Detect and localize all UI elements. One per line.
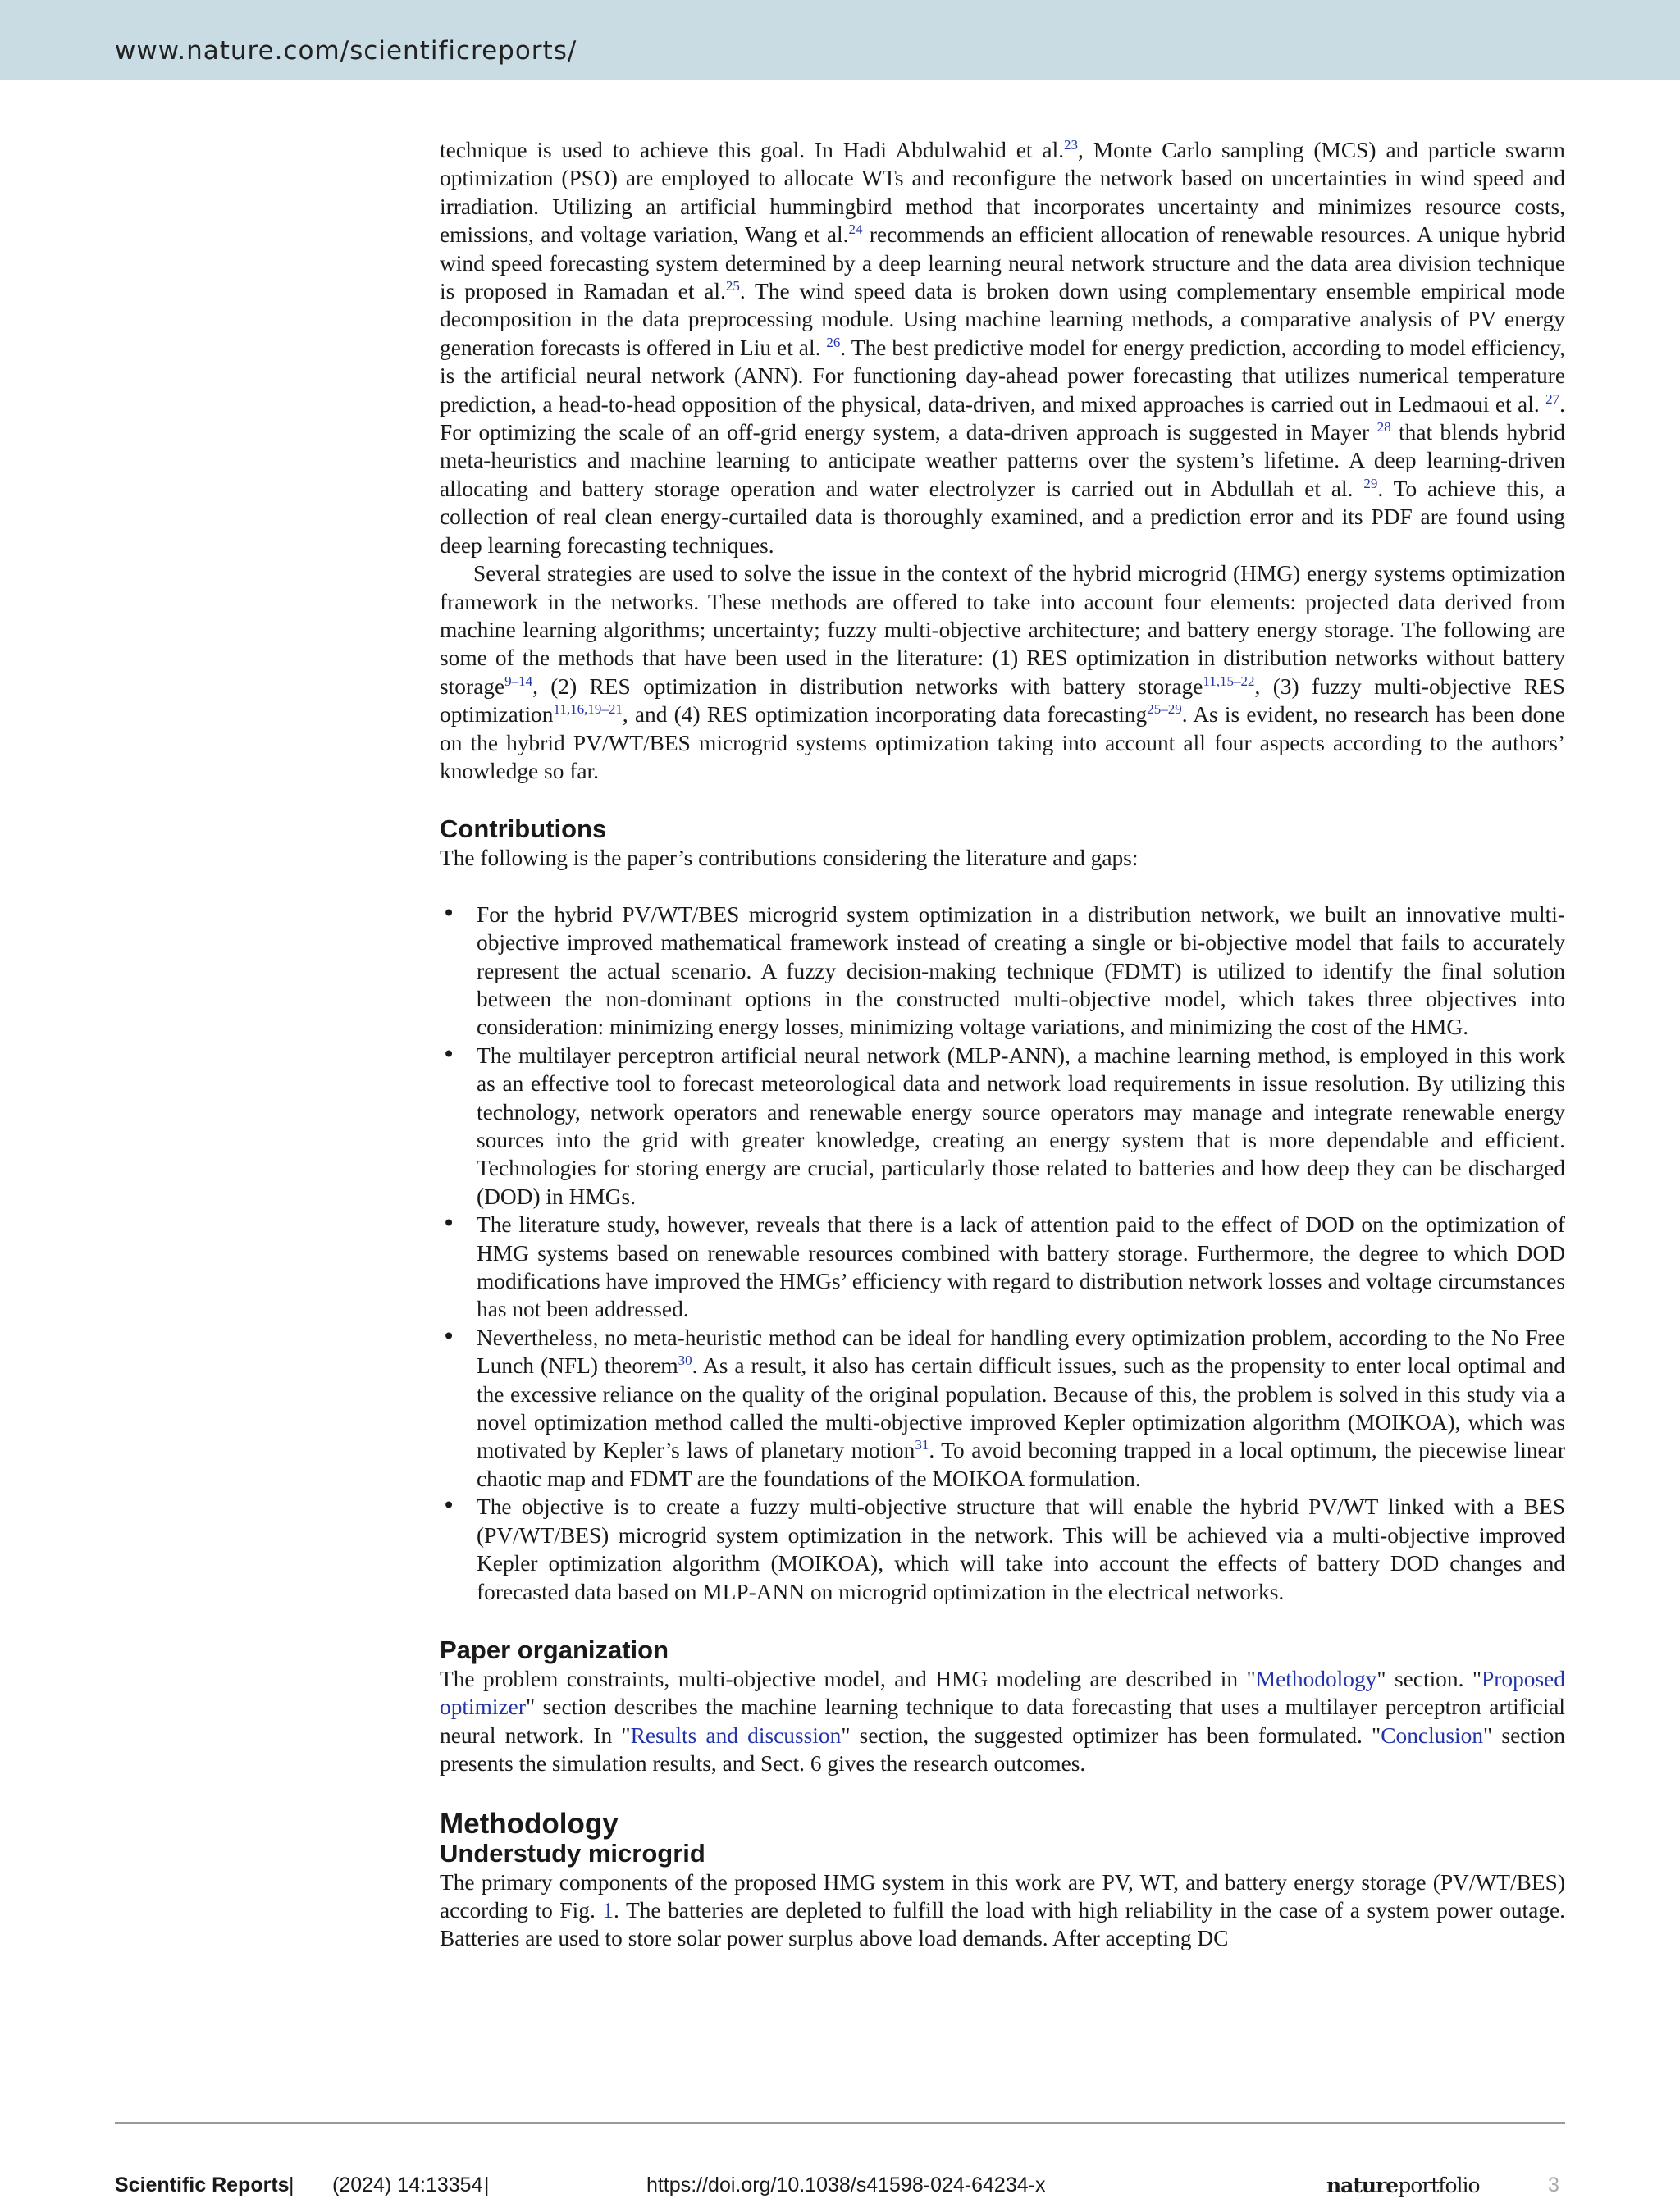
figure-link[interactable]: 1: [602, 1897, 614, 1923]
citation-ref[interactable]: 25: [725, 277, 740, 294]
bullet-icon: •: [442, 1042, 456, 1068]
section-link-conclusion[interactable]: Conclusion: [1381, 1722, 1484, 1748]
understudy-microgrid-heading: Understudy microgrid: [440, 1838, 705, 1868]
bullet-icon: •: [442, 901, 456, 927]
nature-portfolio-logo: natureportfolio: [1326, 2174, 1480, 2197]
contributions-heading: Contributions: [440, 814, 607, 844]
section-link-methodology[interactable]: Methodology: [1255, 1666, 1377, 1691]
list-item: • The literature study, however, reveals that there is a lack of attention paid to the effect of DOD on the optimization of HMG systems based on renewable resources combined with battery storage. Furthermore, the degree to which DOD modifications have improved the HMGs’ efficiency with regard to distribution network losses and voltage circumstances has not been addressed.: [442, 1211, 1565, 1322]
section-link-results[interactable]: Results and discussion: [630, 1722, 842, 1748]
list-item: • Nevertheless, no meta-heuristic method can be ideal for handling every optimization problem, according to the No Free Lunch (NFL) theorem$^{30}$. As a result, it also has certain difficult issues, such as the propensity to enter local optimal and the excessive reliance on the quality of the original population. Because of this, the problem is solved in this study via a novel optimization method called the multi-objective improved Kepler optimization algorithm (MOIKOA), which was motivated by Kepler’s laws of planetary motion$^{31}$. To avoid becoming trapped in a local optimum, the piecewise linear chaotic map and FDMT are the foundations of the MOIKOA formulation.: [442, 1324, 1565, 1491]
bullet-icon: •: [442, 1211, 456, 1238]
citation-ref[interactable]: 9–14: [504, 673, 533, 689]
footer-journal: Scientific Reports: [115, 2174, 290, 2197]
paragraph-literature-2: Several strategies are used to solve the issue in the context of the hybrid microgrid (HMG) energy systems optimization framework in the networks. These methods are offered to take into account four elements: projected data derived from machine learning algorithms; uncertainty; fuzzy multi-objective architecture; and battery energy storage. The following are some of the methods that have been used in the literature: (1) RES optimization in distribution networks without battery storage$^{9-14}$, (2) RES optimization in distribution networks with battery storage$^{11,15-22}$, (3) fuzzy multi-objective RES optimization$^{11,16,19-21}$, and (4) RES optimization incorporating data forecasting$^{25-29}$. As is evident, no research has been done on the hybrid PV/WT/BES microgrid systems optimization taking into account all four aspects according to the authors’ knowledge so far.: [440, 561, 1566, 783]
paragraph-literature-1: technique is used to achieve this goal. In Hadi Abdulwahid et al.$^{23}$, Monte Carlo sampling (MCS) and particle swarm optimization (PSO) are employed to allocate WTs and reconfigure the network based on uncertainties in wind speed and irradiation. Utilizing an artificial hummingbird method that incorporates uncertainty and minimizes resource costs, emissions, and voltage variation, Wang et al.$^{24}$ recommends an efficient allocation of renewable resources. A unique hybrid wind speed forecasting system determined by a deep learning neural network structure and the data area division technique is proposed in Ramadan et al.$^{25}$. The wind speed data is broken down using complementary ensemble empirical mode decomposition in the data preprocessing module. Using machine learning methods, a comparative analysis of PV energy generation forecasts is offered in Liu et al. $^{26}$. The best predictive model for energy prediction, according to model efficiency, is the artificial neural network (ANN). For functioning day-ahead power forecasting that utilizes numerical temperature prediction, a head-to-head opposition of the physical, data-driven, and mixed approaches is carried out in Ledmaoui et al. $^{27}$. For optimizing the scale of an off-grid energy system, a data-driven approach is suggested in Mayer $^{28}$ that blends hybrid meta-heuristics and machine learning to anticipate weather patterns over the system’s lifetime. A deep learning-driven allocating and battery storage operation and water electrolyzer is carried out in Abdullah et al. $^{29}$. To achieve this, a collection of real clean energy-curtailed data is thoroughly examined, and a prediction error and its PDF are found using deep learning forecasting techniques.: [440, 136, 1565, 558]
section-link-proposed-optimizer[interactable]: Proposed optimizer: [440, 1666, 1565, 1720]
paragraph-organization: The problem constraints, multi-objective model, and HMG modeling are described in "Methodology" section. "Proposed optimizer" section describes the machine learning technique to data forecasting that uses a multilayer perceptron artificial neural network. In "Results and discussion" section, the suggested optimizer has been formulated. "Conclusion" section presents the simulation results, and Sect. 6 gives the research outcomes.: [440, 1666, 1565, 1777]
top-banner: [0, 0, 1680, 80]
site-url[interactable]: www.nature.com/scientificreports/: [115, 36, 578, 66]
organization-heading: Paper organization: [440, 1635, 669, 1664]
methodology-heading: Methodology: [440, 1807, 619, 1840]
citation-ref[interactable]: 25–29: [1147, 701, 1182, 717]
list-item: • The objective is to create a fuzzy multi-objective structure that will enable the hybrid PV/WT linked with a BES (PV/WT/BES) microgrid system optimization in the network. This will be achieved via a multi-objective improved Kepler optimization algorithm (MOIKOA), which will take into account the effects of battery DOD changes and forecasted data based on MLP-ANN on microgrid optimization in the electrical networks.: [442, 1494, 1565, 1604]
article-body: [440, 136, 1565, 1953]
citation-ref[interactable]: 28: [1376, 418, 1391, 435]
footer-doi-link[interactable]: https://doi.org/10.1038/s41598-024-64234-x: [646, 2174, 1046, 2197]
footer-separator: |: [484, 2174, 490, 2197]
bullet-icon: •: [442, 1324, 456, 1350]
citation-ref[interactable]: 11,16,19–21: [553, 701, 623, 717]
citation-ref[interactable]: 11,15–22: [1203, 673, 1255, 689]
footer-separator: |: [289, 2174, 294, 2197]
citation-ref[interactable]: 24: [848, 221, 863, 238]
contributions-intro: The following is the paper’s contributions considering the literature and gaps:: [440, 846, 1139, 871]
contributions-list: [440, 901, 1565, 1606]
page-number: 3: [1548, 2174, 1559, 2197]
footer-divider: [115, 2122, 1565, 2124]
footer-volume: (2024) 14:13354: [332, 2174, 483, 2197]
citation-ref[interactable]: 30: [678, 1353, 692, 1369]
citation-ref[interactable]: 29: [1363, 475, 1378, 491]
bullet-icon: •: [442, 1494, 456, 1520]
citation-ref[interactable]: 31: [915, 1437, 929, 1453]
citation-ref[interactable]: 27: [1545, 390, 1560, 407]
paragraph-methodology: The primary components of the proposed HMG system in this work are PV, WT, and battery energy storage (PV/WT/BES) according to Fig. 1. The batteries are depleted to fulfill the load with high reliability in the case of a system power outage. Batteries are used to store solar power surplus above load demands. After accepting DC: [440, 1869, 1565, 1951]
citation-ref[interactable]: 23: [1064, 136, 1079, 153]
list-item: • For the hybrid PV/WT/BES microgrid system optimization in a distribution network, we built an innovative multi-objective improved mathematical framework instead of creating a single or bi-objective model that fails to accurately represent the actual scenario. A fuzzy decision-making technique (FDMT) is utilized to identify the final solution between the non-dominant options in the constructed multi-objective model, which takes three objectives into consideration: minimizing energy losses, minimizing voltage variations, and minimizing the cost of the HMG.: [442, 901, 1565, 1040]
list-item: • The multilayer perceptron artificial neural network (MLP-ANN), a machine learning method, is employed in this work as an effective tool to forecast meteorological data and network load requirements in issue resolution. By utilizing this technology, network operators and renewable energy source operators may manage and integrate renewable energy sources into the grid with greater knowledge, creating an energy system that is more dependable and efficient. Technologies for storing energy are crucial, particularly those related to batteries and how deep they can be discharged (DOD) in HMGs.: [442, 1042, 1565, 1209]
citation-ref[interactable]: 26: [826, 334, 841, 350]
